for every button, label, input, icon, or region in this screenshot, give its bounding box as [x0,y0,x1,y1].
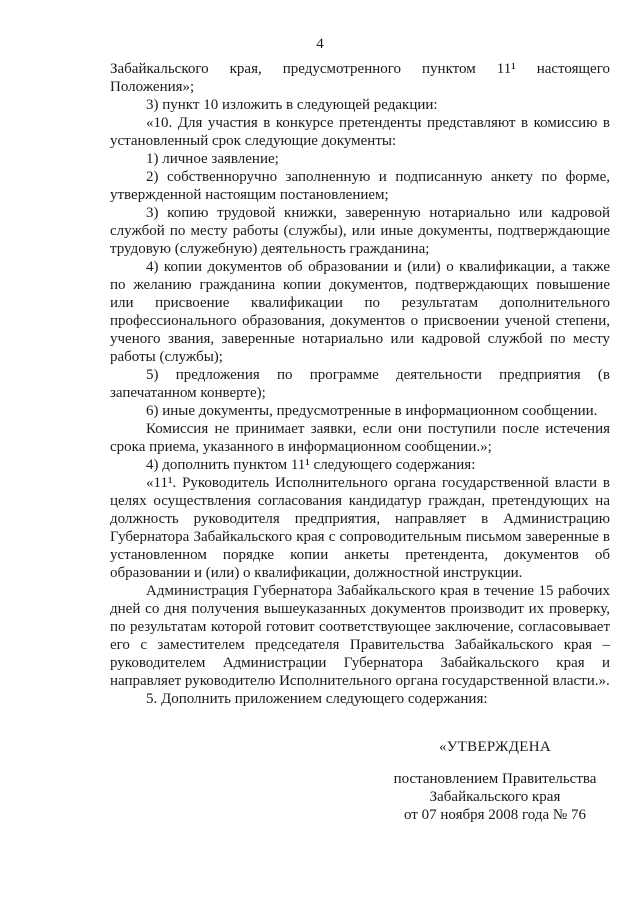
paragraph: 6) иные документы, предусмотренные в информационном сообщении. [146,403,598,419]
paragraph: 1) личное заявление; [146,151,279,167]
paragraph: Администрация Губернатора Забайкальского края в течение 15 рабочих дней со дня получения вышеуказанных документов производит их проверку, по результатам которой готовит соответствующее заключение, согласовывает его с заместителем председателя Правительства Забайкальского края – руководителем Администрации Губернатора Забайкальского края и направляет руководителю Исполнительного органа государственной власти.». [110,583,610,689]
approval-line: от 07 ноября 2008 года № 76 [404,807,586,823]
paragraph: 3) копию трудовой книжки, заверенную нотариально или кадровой службой по месту работы (службы), или иные документы, подтверждающие трудовую (служебную) деятельность гражданина; [110,205,610,257]
paragraph: Комиссия не принимает заявки, если они поступили после истечения срока приема, указанного в информационном сообщении.»; [110,421,610,455]
page-number: 4 [316,36,324,52]
paragraph: 2) собственноручно заполненную и подписанную анкету по форме, утвержденной настоящим постановлением; [110,169,610,203]
paragraph: 4) копии документов об образовании и (или) о квалификации, а также по желанию гражданина копии документов, подтверждающих повышение или присвоение квалификации по результатам дополнительного профессионального образования, документов о присвоении ученой степени, ученого звания, заверенные нотариально или кадровой службой по месту работы (службы); [110,259,610,365]
approval-block [380,738,610,824]
approval-line: Забайкальского края [429,789,561,805]
paragraph: Забайкальского края, предусмотренного пунктом 11¹ настоящего Положения»; [110,61,610,95]
paragraph: 5) предложения по программе деятельности предприятия (в запечатанном конверте); [110,367,610,401]
paragraph: 5. Дополнить приложением следующего содержания: [146,691,488,707]
paragraph: «10. Для участия в конкурсе претенденты представляют в комиссию в установленный срок следующие документы: [110,115,610,149]
paragraph: 4) дополнить пунктом 11¹ следующего содержания: [146,457,476,473]
paragraph: 3) пункт 10 изложить в следующей редакции: [146,97,438,113]
document-body [110,60,610,708]
paragraph: «11¹. Руководитель Исполнительного органа государственной власти в целях осуществления согласования кандидатур граждан, претендующих на должность руководителя предприятия, направляет в Администрацию Губернатора Забайкальского края с сопроводительным письмом заверенные в установленном порядке копии анкеты претендента, документов об образовании и (или) о квалификации, должностной инструкции. [110,475,610,581]
approval-line: постановлением Правительства [393,771,597,787]
approval-title: «УТВЕРЖДЕНА [438,739,552,755]
